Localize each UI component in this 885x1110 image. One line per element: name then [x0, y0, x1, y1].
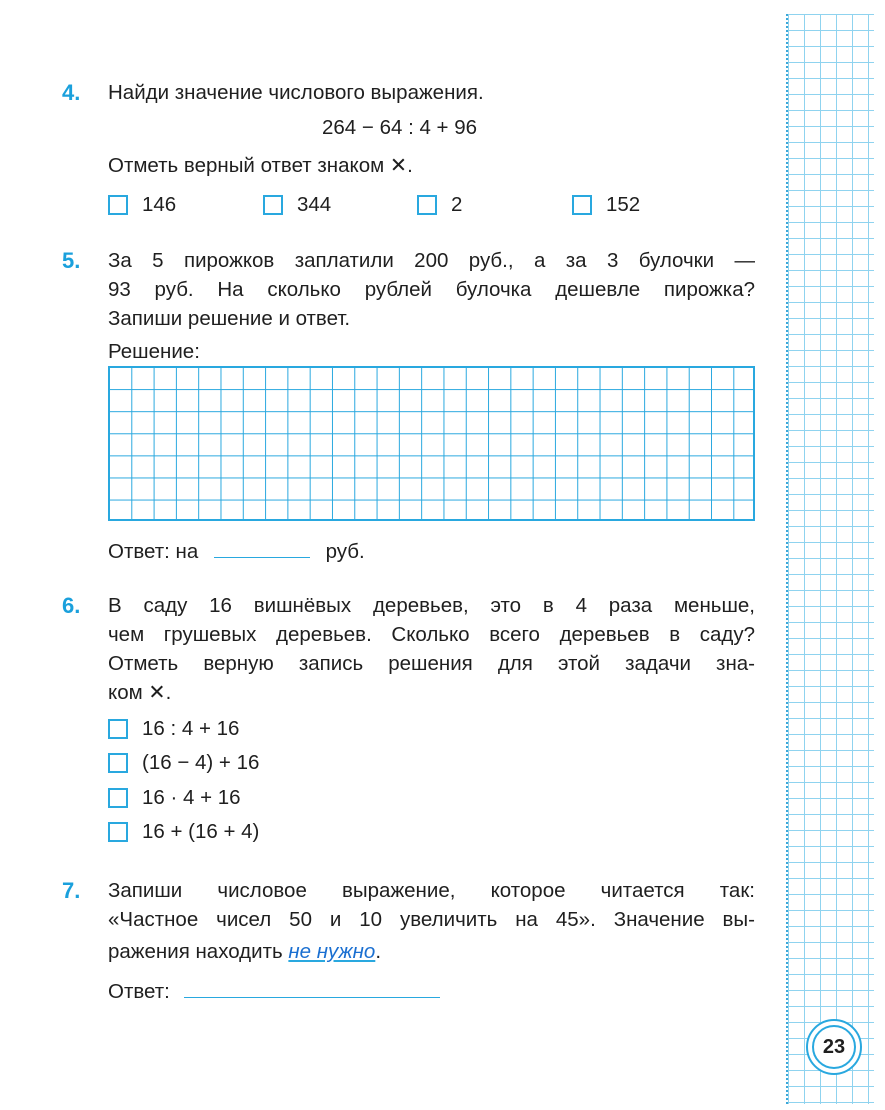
checkbox[interactable]	[417, 195, 437, 215]
task-4-option-1[interactable]: 146	[108, 192, 176, 217]
page-number-badge	[806, 1019, 862, 1075]
checkbox[interactable]	[263, 195, 283, 215]
answer-label: Ответ:	[108, 980, 170, 1003]
task-5-line-1: За 5 пирожков заплатили 200 руб., а за 3 булочки —	[108, 249, 755, 272]
task-4-option-4[interactable]: 152	[572, 192, 640, 217]
task-4-text: Найди значение числового выражения.	[108, 81, 484, 104]
task-6-number: 6.	[62, 593, 81, 618]
checkbox[interactable]	[108, 753, 128, 773]
page-number: 23	[812, 1025, 856, 1069]
task-4-expression: 264 − 64 : 4 + 96	[322, 116, 478, 139]
margin-grid-strip	[786, 14, 874, 1104]
task-5-line-2: 93 руб. На сколько рублей булочка дешевле пирожка?	[108, 278, 755, 301]
answer-blank[interactable]	[184, 997, 440, 998]
task-6-line-1: В саду 16 вишнёвых деревьев, это в 4 раза меньше,	[108, 594, 755, 617]
task-7-number: 7.	[62, 878, 81, 903]
task-6-line-2: чем грушевых деревьев. Сколько всего деревьев в саду?	[108, 623, 755, 646]
task-7-line-3: ражения находить не нужно.	[108, 940, 382, 963]
task-6-option-1[interactable]: 16 : 4 + 16	[108, 716, 239, 741]
checkbox[interactable]	[108, 788, 128, 808]
task-6-option-2[interactable]: (16 − 4) + 16	[108, 750, 259, 775]
checkbox[interactable]	[572, 195, 592, 215]
checkbox[interactable]	[108, 719, 128, 739]
answer-prefix: Ответ: на	[108, 540, 199, 563]
answer-suffix: руб.	[325, 540, 365, 563]
task-4-option-3[interactable]: 2	[417, 192, 462, 217]
task-5-line-3: Запиши решение и ответ.	[108, 307, 351, 330]
task-6-line-3: Отметь верную запись решения для этой задачи зна-	[108, 652, 755, 675]
solution-grid[interactable]	[108, 366, 755, 521]
task-5-answer	[108, 537, 365, 566]
answer-blank[interactable]	[214, 557, 310, 558]
handwritten-answer: не нужно	[288, 940, 376, 963]
task-4-instruction: Отметь верный ответ знаком ✕.	[108, 154, 413, 177]
checkbox[interactable]	[108, 195, 128, 215]
task-7-line-2: «Частное чисел 50 и 10 увеличить на 45». Значение вы-	[108, 908, 755, 931]
task-6-option-4[interactable]: 16 + (16 + 4)	[108, 819, 259, 844]
task-5-number: 5.	[62, 248, 81, 273]
task-7-line-1: Запиши числовое выражение, которое читается так:	[108, 879, 755, 902]
checkbox[interactable]	[108, 822, 128, 842]
task-6-option-3[interactable]: 16 · 4 + 16	[108, 785, 241, 810]
task-7-answer	[108, 977, 440, 1006]
task-4-number: 4.	[62, 80, 81, 105]
task-4-option-2[interactable]: 344	[263, 192, 331, 217]
solution-label: Решение:	[108, 340, 200, 363]
task-6-line-4: ком ✕.	[108, 681, 172, 704]
